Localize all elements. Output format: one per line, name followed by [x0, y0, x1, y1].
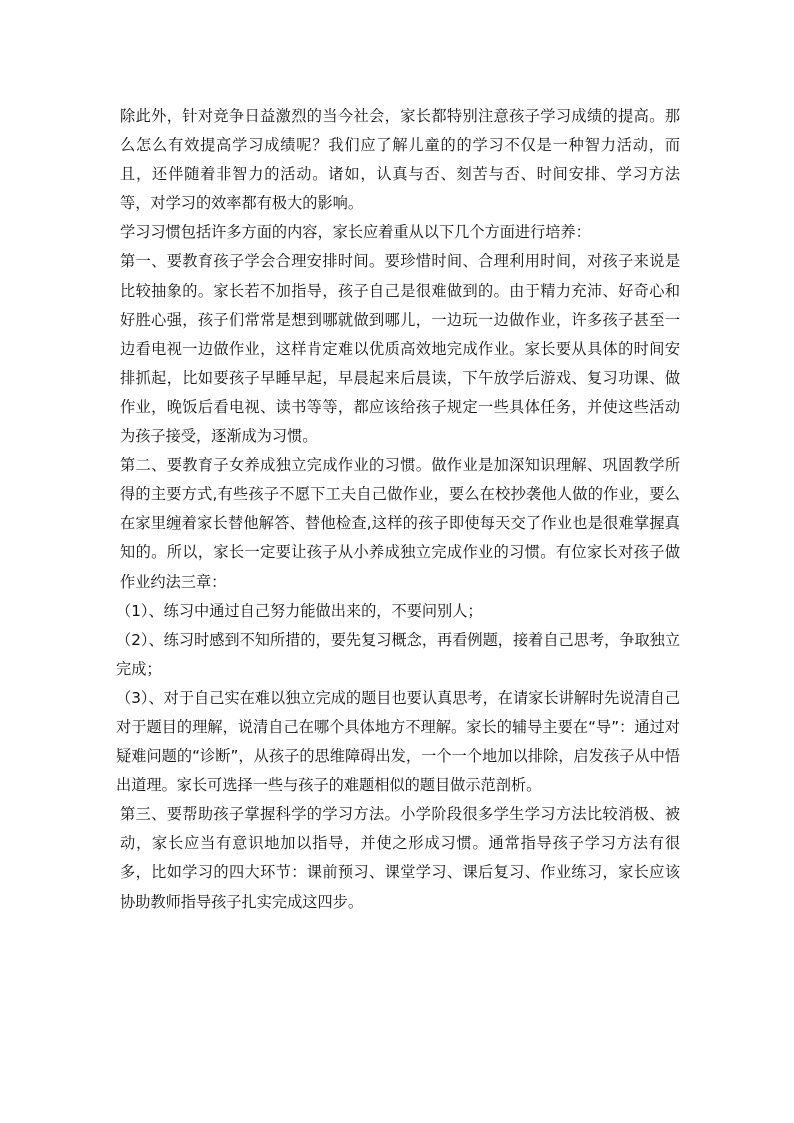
paragraph-first-point: 第一、要教育孩子学会合理安排时间。要珍惜时间、合理利用时间，对孩子来说是比较抽象的。家长若不加指导，孩子自己是很难做到的。由于精力充沛、好奇心和好胜心强，孩子们常常是想到哪就做到哪儿，一边玩一边做作业，许多孩子甚至一边看电视一边做作业，这样肯定难以优质高效地完成作业。家长要从具体的时间安排抓起，比如要孩子早睡早起，早晨起来后晨读，下午放学后游戏、复习功课、做作业，晚饭后看电视、读书等等，都应该给孩子规定一些具体任务，并使这些活动为孩子接受，逐渐成为习惯。: [120, 252, 680, 446]
paragraph-third-point: 第三、要帮助孩子掌握科学的学习方法。小学阶段很多学生学习方法比较消极、被动，家长应当有意识地加以指导，并使之形成习惯。通常指导孩子学习方法有很多，比如学习的四大环节：课前预习、课堂学习、课后复习、作业练习，家长应该协助教师指导孩子扎实完成这四步。: [120, 805, 680, 911]
paragraph-second-point: 第二、要教育子女养成独立完成作业的习惯。做作业是加深知识理解、巩固教学所得的主要方式,有些孩子不愿下工夫自己做作业，要么在校抄袭他人做的作业，要么在家里缠着家长替他解答、替他检查,这样的孩子即使每天交了作业也是很难掌握真知的。所以，家长一定要让孩子从小养成独立完成作业的习惯。有位家长对孩子做作业约法三章：: [120, 456, 680, 591]
rule-item-1: （1）、练习中通过自己努力能做出来的，不要问别人；: [116, 601, 483, 620]
paragraph-intro: 除此外，针对竞争日益激烈的当今社会，家长都特别注意孩子学习成绩的提高。那么怎么有效提高学习成绩呢？我们应了解儿童的的学习不仅是一种智力活动，而且，还伴随着非智力的活动。诸如，认真与否、刻苦与否、时间安排、学习方法等，对学习的效率都有极大的影响。: [120, 107, 680, 213]
rule-item-2: （2）、练习时感到不知所措的，要先复习概念，再看例题，接着自己思考，争取独立完成；: [116, 630, 681, 678]
rule-item-3: （3）、对于自己实在难以独立完成的题目也要认真思考，在请家长讲解时先说清自己对于题目的理解，说清自己在哪个具体地方不理解。家长的辅导主要在“导”：通过对疑难问题的“诊断”，从孩子的思维障碍出发，一个一个地加以排除，启发孩子从中悟出道理。家长可选择一些与孩子的难题相似的题目做示范剖析。: [116, 688, 681, 795]
paragraph-habits: 学习习惯包括许多方面的内容，家长应着重从以下几个方面进行培养：: [120, 223, 591, 242]
document-page: [116, 102, 681, 917]
